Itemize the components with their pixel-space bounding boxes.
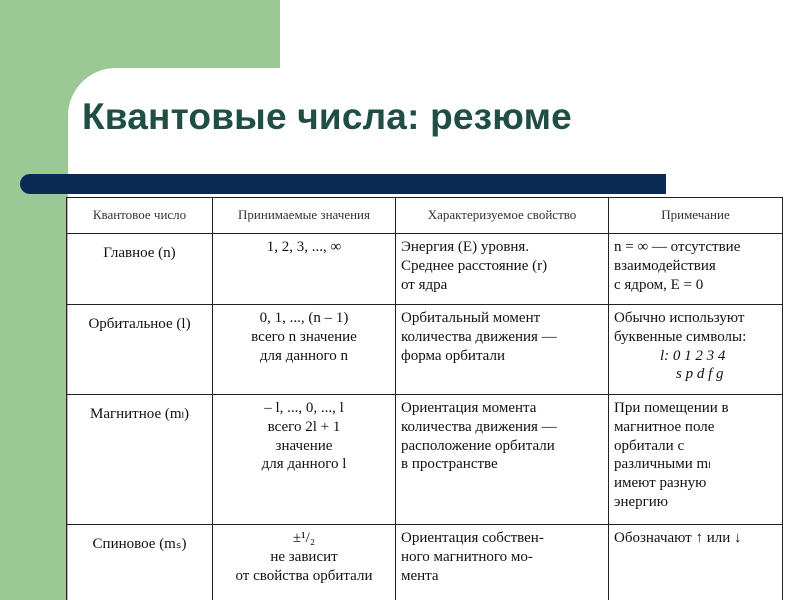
table-header-row [67,198,783,234]
property-line: форма орбитали [401,347,505,364]
values-cell [213,305,396,395]
table-row-principal [67,234,783,305]
note-line: l: 0 1 2 3 4 [660,347,726,364]
values-line: – l, ..., 0, ..., l [264,400,344,416]
values-line: от свойства орбитали [235,567,373,584]
property-line: количества движения — [401,418,557,435]
property-line: в пространстве [401,456,498,473]
note-line: энергию [614,493,669,510]
values-line: значение [275,437,333,454]
note-line: магнитное поле [614,418,715,435]
header-property: Характеризуемое свойство [396,198,609,234]
property-line: Ориентация момента [401,400,537,416]
property-line: от ядра [401,276,448,293]
note-cell [609,305,783,395]
quantum-numbers-table [66,197,783,600]
row-name-cell: Спиновое (mₛ) [67,525,213,600]
values-line: ±¹/₂ [292,530,316,546]
property-line: мента [401,567,439,584]
note-cell [609,395,783,525]
row-name-cell: Главное (n) [67,234,213,305]
header-values: Принимаемые значения [213,198,396,234]
note-line: Обычно используют [614,310,745,326]
values-line: 1, 2, 3, ..., ∞ [266,239,342,255]
note-cell [609,234,783,305]
property-cell [396,395,609,525]
note-line: орбитали с [614,437,685,454]
values-line: не зависит [270,548,338,565]
property-cell [396,305,609,395]
property-line: количества движения — [401,328,557,345]
note-line: взаимодействия [614,257,716,274]
values-line: для данного n [259,347,349,364]
property-line: Орбитальный момент [401,310,541,326]
note-line: с ядром, E = 0 [614,276,704,293]
values-cell [213,234,396,305]
table-row-spin [67,525,783,600]
property-cell [396,525,609,600]
note-line: n = ∞ — отсутствие [614,239,741,255]
slide-title: Квантовые числа: резюме [82,96,572,137]
values-cell [213,525,396,600]
values-line: для данного l [261,456,347,473]
property-cell [396,234,609,305]
note-line: s p d f g [676,366,724,383]
table-row-magnetic [67,395,783,525]
values-line: всего n значение [251,328,357,345]
property-line: Ориентация собствен- [401,530,544,546]
values-cell [213,395,396,525]
note-line: буквенные символы: [614,328,747,345]
note-cell [609,525,783,600]
header-note: Примечание [609,198,783,234]
property-line: Среднее расстояние (r) [401,257,548,274]
property-line: Энергия (E) уровня. [401,239,530,255]
note-line: При помещении в [614,400,729,416]
values-line: всего 2l + 1 [267,418,341,435]
values-line: 0, 1, ..., (n – 1) [259,310,349,326]
header-quantum-number: Квантовое число [67,198,213,234]
table-row-orbital [67,305,783,395]
row-name-cell: Орбитальное (l) [67,305,213,395]
title-underline-bar [20,174,666,194]
property-line: расположение орбитали [401,437,555,454]
note-line: имеют разную [614,475,707,491]
property-line: ного магнитного мо- [401,548,533,565]
row-name-cell: Магнитное (mₗ) [67,395,213,525]
note-line: различными mₗ [614,456,711,473]
background-green-strip [0,0,68,600]
note-line: Обозначают ↑ или ↓ [614,530,742,546]
